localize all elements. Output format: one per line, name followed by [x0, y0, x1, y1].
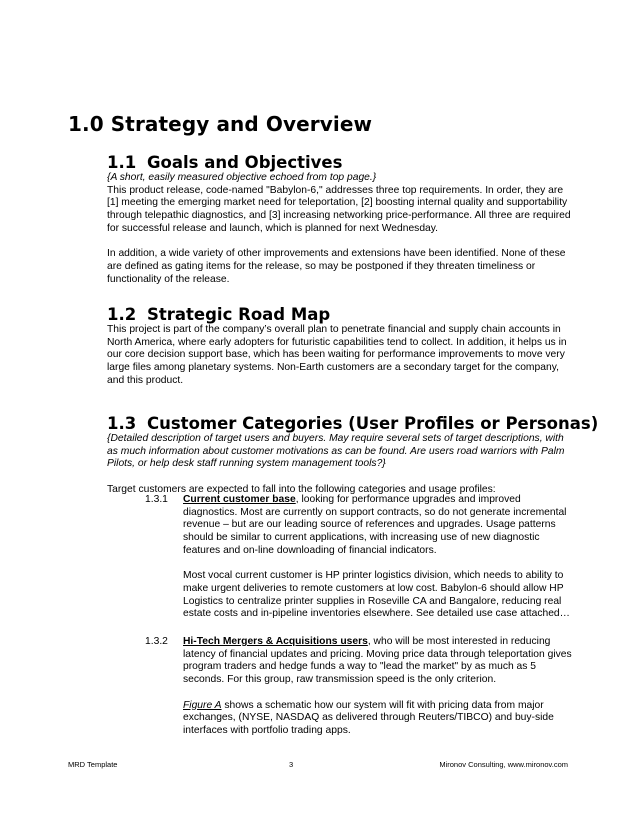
- section-number: 1.2: [107, 305, 137, 324]
- item-paragraph: [183, 636, 577, 687]
- section-1-1-heading: [107, 153, 342, 172]
- list-item: [145, 494, 577, 621]
- item-text: , who will be most interested in reducing latency of financial updates and pricing. Moving price data through teleportation gives program traders and hedge funds a way to "lead the market" by as much as 5 seconds. For this group, raw transmission speed is the only criterion.: [183, 636, 572, 686]
- footer-left: MRD Template: [68, 760, 118, 769]
- section-1-2-body: [107, 324, 577, 388]
- section-hint: {Detailed description of target users and buyers. May require several sets of target descriptions, with as much information about customer motivations as can be found. Are users road warriors with Palm Pilots, or help desk staff running system management tools?}: [107, 433, 565, 470]
- section-title: Strategic Road Map: [147, 305, 331, 324]
- section-title: Customer Categories (User Profiles or Personas): [147, 414, 599, 433]
- section-hint: {A short, easily measured objective echoed from top page.}: [107, 172, 377, 183]
- item-term: Current customer base: [183, 494, 296, 505]
- item-paragraph: [183, 494, 577, 558]
- item-text: shows a schematic how our system will fit with pricing data from major exchanges, (NYSE, NASDAQ as delivered through Reuters/TIBCO) and buy-side interfaces with portfolio trading apps.: [183, 699, 554, 736]
- section-number: 1.1: [107, 153, 137, 172]
- list-item: [145, 636, 577, 738]
- item-number: 1.3.2: [145, 636, 168, 647]
- section-1-3-heading: [107, 414, 598, 433]
- item-paragraph: Most vocal current customer is HP printer logistics division, which needs to ability to make urgent deliveries to remote customers at low cost. Babylon-6 should allow HP Logistics to centralize printer supplies in Roseville CA and Bangalore, reducing real estate costs and in-pipeline inventories elsewhere. See detailed use case attached…: [183, 570, 570, 620]
- item-term: Hi-Tech Mergers & Acquisitions users: [183, 636, 368, 647]
- item-number: 1.3.1: [145, 494, 168, 505]
- page-number: 3: [289, 760, 294, 769]
- section-1-1-body: [107, 172, 577, 286]
- paragraph: This project is part of the company’s overall plan to penetrate financial and supply chain accounts in North America, where early adopters for futuristic capabilities tend to collect. In addition, it helps us in our core decision support base, which has been waiting for performance improvements to move very large files among planetary systems. Non-Earth customers are a secondary target for the company, and this product.: [107, 324, 567, 386]
- item-text: , looking for performance upgrades and improved diagnostics. Most are currently on support contracts, so do not generate incremental revenue – but are our leading source of references and upgrades. Usage patterns should be similar to current applications, with increasing use of new diagnostic features and on-line downloading of financial indicators.: [183, 494, 567, 556]
- paragraph: Target customers are expected to fall into the following categories and usage profiles:: [107, 483, 496, 495]
- paragraph: This product release, code-named "Babylon-6," addresses three top requirements. In order, they are [1] meeting the emerging market need for teleportation, [2] boosting internal quality and supportability through telepathic diagnostics, and [3] increasing networking price-performance. All three are required for successful release and launch, which is planned for next Wednesday.: [107, 184, 571, 234]
- page-heading: 1.0 Strategy and Overview: [68, 112, 373, 136]
- footer-right: Mironov Consulting, www.mironov.com: [439, 760, 568, 769]
- section-title: Goals and Objectives: [147, 153, 343, 172]
- section-1-2-heading: [107, 305, 330, 324]
- section-1-3-body: [107, 433, 577, 497]
- item-paragraph: [183, 700, 577, 738]
- paragraph: In addition, a wide variety of other improvements and extensions have been identified. None of these are defined as gating items for the release, so may be postponed if they threaten timeliness or functionality of the release.: [107, 248, 566, 285]
- section-number: 1.3: [107, 414, 137, 433]
- figure-reference: Figure A: [183, 699, 222, 711]
